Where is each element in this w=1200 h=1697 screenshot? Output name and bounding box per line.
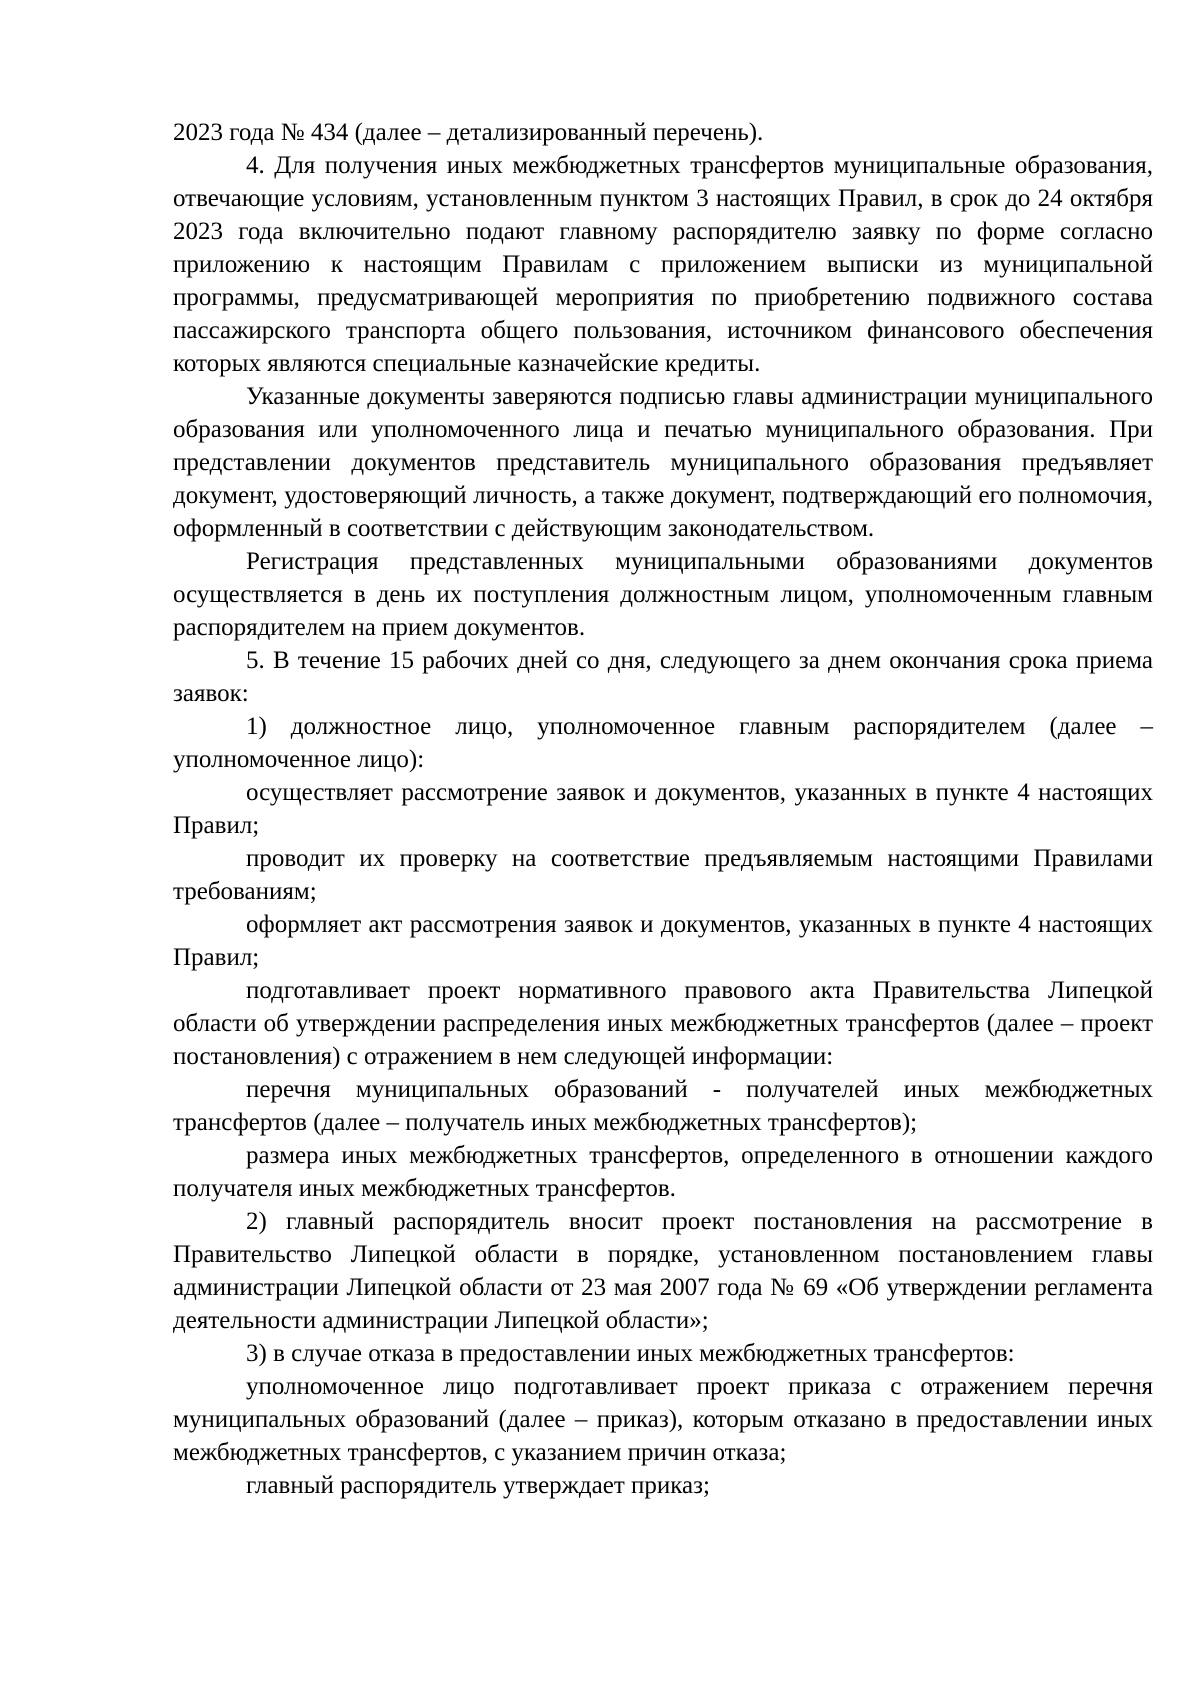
paragraph-registration: Регистрация представленных муниципальными образованиями документов осуществляется в день их поступления должностным лицом, уполномоченным главным распорядителем на прием документов.	[173, 548, 1153, 641]
paragraph-transfer-size: размера иных межбюджетных трансфертов, определенного в отношении каждого получателя иных межбюджетных трансфертов.	[173, 1142, 1153, 1202]
paragraph-approval: главный распорядитель утверждает приказ;	[246, 1472, 710, 1499]
paragraph-draft-act: подготавливает проект нормативного правового акта Правительства Липецкой области об утверждении распределения иных межбюджетных трансфертов (далее – проект постановления) с отражением в нем следующей информации:	[173, 977, 1153, 1070]
paragraph-subitem-1: 1) должностное лицо, уполномоченное главным распорядителем (далее – уполномоченное лицо):	[173, 713, 1153, 773]
paragraph-recipients-list: перечня муниципальных образований - получателей иных межбюджетных трансфертов (далее – получатель иных межбюджетных трансфертов);	[173, 1076, 1153, 1136]
document-body	[173, 116, 1153, 1502]
paragraph-continuation: 2023 года № 434 (далее – детализированный перечень).	[173, 119, 764, 146]
paragraph-subitem-3: 3) в случае отказа в предоставлении иных межбюджетных трансфертов:	[246, 1340, 1015, 1367]
paragraph-item-4: 4. Для получения иных межбюджетных трансфертов муниципальные образования, отвечающие условиям, установленным пунктом 3 настоящих Правил, в срок до 24 октября 2023 года включительно подают главному распорядителю заявку по форме согласно приложению к настоящим Правилам с приложением выписки из муниципальной программы, предусматривающей мероприятия по приобретению подвижного состава пассажирского транспорта общего пользования, источником финансового обеспечения которых являются специальные казначейские кредиты.	[173, 152, 1153, 377]
paragraph-item-5: 5. В течение 15 рабочих дней со дня, следующего за днем окончания срока приема заявок:	[173, 647, 1153, 707]
paragraph-refusal-order: уполномоченное лицо подготавливает проект приказа с отражением перечня муниципальных образований (далее – приказ), которым отказано в предоставлении иных межбюджетных трансфертов, с указанием причин отказа;	[173, 1373, 1153, 1466]
paragraph-review: осуществляет рассмотрение заявок и документов, указанных в пункте 4 настоящих Правил;	[173, 779, 1153, 839]
paragraph-certification: Указанные документы заверяются подписью главы администрации муниципального образования или уполномоченного лица и печатью муниципального образования. При представлении документов представитель муниципального образования предъявляет документ, удостоверяющий личность, а также документ, подтверждающий его полномочия, оформленный в соответствии с действующим законодательством.	[173, 383, 1153, 542]
paragraph-check: проводит их проверку на соответствие предъявляемым настоящими Правилами требованиям;	[173, 845, 1153, 905]
paragraph-act: оформляет акт рассмотрения заявок и документов, указанных в пункте 4 настоящих Правил;	[173, 911, 1153, 971]
paragraph-subitem-2: 2) главный распорядитель вносит проект постановления на рассмотрение в Правительство Липецкой области в порядке, установленном постановлением главы администрации Липецкой области от 23 мая 2007 года № 69 «Об утверждении регламента деятельности администрации Липецкой области»;	[173, 1208, 1153, 1334]
